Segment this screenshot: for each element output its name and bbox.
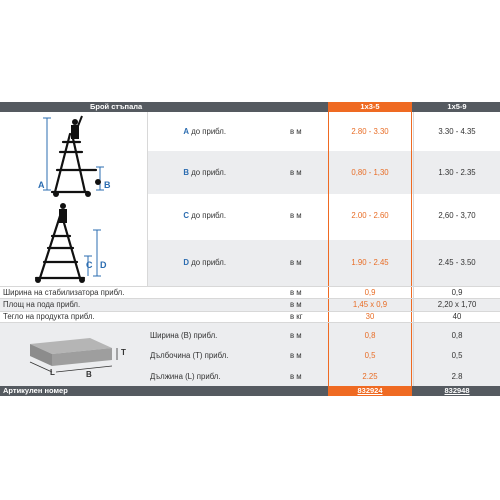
box-spec-value-2: 0,8	[451, 331, 463, 340]
dim-value-1: 1.90 - 2.45	[351, 258, 389, 267]
dim-value-2: 1.30 - 2.35	[438, 168, 476, 177]
spec-value-1: 0,9	[364, 288, 376, 297]
box-label-l: L	[50, 368, 55, 377]
box-spec-value-2: 2.8	[451, 372, 463, 381]
spec-unit: в м	[290, 288, 302, 297]
diagram-label-c: C	[86, 260, 93, 270]
spec-unit: в м	[290, 300, 302, 309]
dim-unit: в м	[290, 127, 302, 136]
spec-value-2: 2,20 x 1,70	[437, 300, 477, 309]
box-spec-unit: в м	[290, 351, 302, 360]
box-spec-value-1: 0,5	[364, 351, 376, 360]
ladder-diagram-cd	[0, 196, 147, 284]
header-col-1: 1x3-5	[328, 102, 412, 112]
box-spec-value-1: 0,8	[364, 331, 376, 340]
dim-row-d	[150, 257, 226, 268]
diagram-label-a: A	[38, 180, 45, 190]
dim-row-b	[150, 167, 226, 178]
dim-unit: в м	[290, 258, 302, 267]
dim-row-a	[150, 126, 226, 137]
spec-value-1: 30	[365, 312, 375, 321]
dim-letter: B	[183, 168, 190, 177]
box-label-t: T	[121, 348, 126, 357]
dim-value-1: 2.00 - 2.60	[351, 211, 389, 220]
dim-letter: C	[183, 211, 190, 220]
dim-value-1: 2.80 - 3.30	[351, 127, 389, 136]
divider-v-2	[413, 112, 414, 386]
article-value-2: 832948	[444, 386, 470, 395]
spec-unit: в кг	[290, 312, 303, 321]
box-spec-unit: в м	[290, 331, 302, 340]
ladder-diagram-ab	[0, 112, 147, 200]
dim-value-2: 3.30 - 4.35	[438, 127, 476, 136]
dim-row-c	[150, 210, 226, 221]
box-label-b: B	[86, 370, 92, 379]
dim-letter: D	[183, 258, 190, 267]
dim-value-2: 2,60 - 3,70	[438, 211, 476, 220]
dim-value-1: 0,80 - 1,30	[351, 168, 389, 177]
box-spec-unit: в м	[290, 372, 302, 381]
diagram-label-b: B	[104, 180, 111, 190]
diagram-label-d: D	[100, 260, 107, 270]
box-spec-label: Дълбочина (Т) прибл.	[150, 351, 229, 360]
spec-value-2: 40	[452, 312, 462, 321]
dim-text: до прибл.	[191, 127, 226, 136]
spec-label: Ширина на стабилизатора прибл.	[3, 288, 125, 297]
dim-letter: A	[183, 127, 190, 136]
header-title: Брой стъпала	[90, 102, 143, 111]
box-spec-label: Ширина (B) прибл.	[150, 331, 218, 340]
dim-text: до прибл.	[191, 211, 226, 220]
divider-v-1	[147, 112, 148, 286]
dim-unit: в м	[290, 168, 302, 177]
spec-label: Площ на пода прибл.	[3, 300, 81, 309]
box-diagram	[20, 330, 130, 380]
article-value-1: 832924	[328, 386, 412, 396]
box-spec-value-1: 2.25	[362, 372, 378, 381]
header-col-2: 1x5-9	[447, 102, 467, 111]
dim-unit: в м	[290, 211, 302, 220]
divider-h-4	[0, 322, 500, 323]
article-label: Артикулен номер	[3, 386, 68, 395]
spec-value-2: 0,9	[451, 288, 463, 297]
dim-text: до прибл.	[191, 258, 226, 267]
box-spec-label: Дължина (L) прибл.	[150, 372, 221, 381]
spec-value-1: 1,45 x 0,9	[352, 300, 388, 309]
box-spec-value-2: 0,5	[451, 351, 463, 360]
dim-text: до прибл.	[191, 168, 226, 177]
dim-value-2: 2.45 - 3.50	[438, 258, 476, 267]
spec-label: Тегло на продукта прибл.	[3, 312, 95, 321]
